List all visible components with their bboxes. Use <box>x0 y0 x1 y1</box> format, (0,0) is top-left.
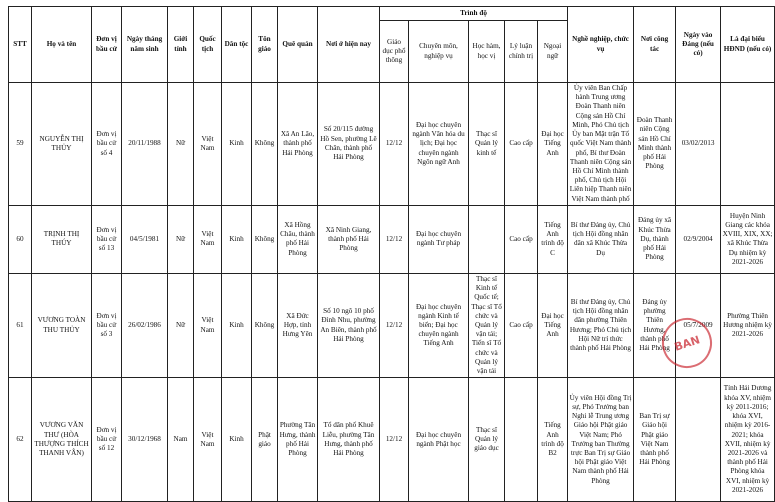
cell-dob: 20/11/1988 <box>122 83 168 206</box>
cell-gender: Nữ <box>168 205 194 273</box>
header-workplace: Nơi công tác <box>634 7 676 83</box>
cell-language: Đại học Tiếng Anh <box>538 83 568 206</box>
cell-politics: Cao cấp <box>505 83 538 206</box>
cell-hometown: Xã Đức Hợp, tỉnh Hưng Yên <box>278 273 318 377</box>
cell-hometown: Xã An Lão, thành phố Hải Phòng <box>278 83 318 206</box>
cell-name: NGUYỄN THỊ THỦY <box>32 83 92 206</box>
cell-job: Ủy viên Hội đồng Trị sự, Phó Trưởng ban Nghi lễ Trung ương Giáo hội Phật giáo Việt Nam; Phó Trưởng ban Thường trực Ban Trị sự Giáo hội Phật giáo Việt Nam thành phố Hải Phòng <box>568 378 634 502</box>
cell-unit: Đơn vị bầu cử số 4 <box>92 83 122 206</box>
header-hometown: Quê quán <box>278 7 318 83</box>
cell-religion: Không <box>252 83 278 206</box>
cell-residence: Số 10 ngõ 10 phố Đình Nhu, phường An Biên, thành phố Hải Phòng <box>318 273 380 377</box>
cell-workplace: Đảng ủy phường Thiên Hương, thành phố Hải Phòng <box>634 273 676 377</box>
cell-politics <box>505 378 538 502</box>
header-residence: Nơi ở hiện nay <box>318 7 380 83</box>
header-language: Ngoại ngữ <box>538 21 568 83</box>
header-nationality: Quốc tịch <box>194 7 222 83</box>
cell-stt: 61 <box>9 273 32 377</box>
header-specialty: Chuyên môn, nghiệp vụ <box>409 21 469 83</box>
cell-dob: 30/12/1968 <box>122 378 168 502</box>
header-level-group: Trình độ <box>380 7 568 21</box>
cell-general-edu: 12/12 <box>380 83 409 206</box>
header-religion: Tôn giáo <box>252 7 278 83</box>
cell-degree <box>469 205 505 273</box>
cell-stt: 59 <box>9 83 32 206</box>
cell-politics: Cao cấp <box>505 273 538 377</box>
cell-stt: 62 <box>9 378 32 502</box>
cell-gender: Nữ <box>168 273 194 377</box>
cell-ethnicity: Kinh <box>222 205 252 273</box>
cell-residence: Xã Ninh Giang, thành phố Hải Phòng <box>318 205 380 273</box>
cell-degree: Thạc sĩ Quản lý kinh tế <box>469 83 505 206</box>
cell-general-edu: 12/12 <box>380 273 409 377</box>
header-politics: Lý luận chính trị <box>505 21 538 83</box>
cell-dob: 04/5/1981 <box>122 205 168 273</box>
header-unit: Đơn vị bầu cử <box>92 7 122 83</box>
cell-job: Ủy viên Ban Chấp hành Trung ương Đoàn Thanh niên Cộng sản Hồ Chí Minh, Phó Chủ tịch Ủy ban Mặt trận Tổ quốc Việt Nam thành phố, Bí thư Đoàn Thanh niên Cộng sản Hồ Chí Minh thành phố, Chủ tịch Hội Liên hiệp Thanh niên Việt Nam thành phố <box>568 83 634 206</box>
table-row <box>9 378 775 502</box>
table-row <box>9 83 775 206</box>
cell-general-edu: 12/12 <box>380 205 409 273</box>
header-gender: Giới tính <box>168 7 194 83</box>
cell-specialty: Đại học chuyên ngành Văn hóa du lịch; Đại học chuyên ngành Ngôn ngữ Anh <box>409 83 469 206</box>
cell-hometown: Xã Hồng Châu, thành phố Hải Phòng <box>278 205 318 273</box>
cell-general-edu: 12/12 <box>380 378 409 502</box>
cell-stt: 60 <box>9 205 32 273</box>
cell-workplace: Đoàn Thanh niên Cộng sản Hồ Chí Minh thành phố Hải Phòng <box>634 83 676 206</box>
cell-language: Tiếng Anh trình độ C <box>538 205 568 273</box>
cell-party-date <box>676 378 721 502</box>
candidate-list-page <box>8 6 773 494</box>
cell-job: Bí thư Đảng ủy, Chủ tịch Hội đồng nhân dân phường Thiên Hương; Phó Chủ tịch Hội Nữ trí thức thành phố Hải Phòng <box>568 273 634 377</box>
header-party-date: Ngày vào Đảng (nếu có) <box>676 7 721 83</box>
cell-workplace: Ban Trị sự Giáo hội Phật giáo Việt Nam thành phố Hải Phòng <box>634 378 676 502</box>
table-row <box>9 273 775 377</box>
cell-nationality: Việt Nam <box>194 83 222 206</box>
cell-delegate: Phường Thiên Hương nhiệm kỳ 2021-2026 <box>721 273 775 377</box>
cell-hometown: Phường Tân Hưng, thành phố Hải Phòng <box>278 378 318 502</box>
cell-job: Bí thư Đảng ủy, Chủ tịch Hội đồng nhân dân xã Khúc Thừa Dụ <box>568 205 634 273</box>
cell-name: VƯƠNG VĂN THƯ (HÒA THƯỢNG THÍCH THANH VÂN) <box>32 378 92 502</box>
cell-language: Đại học Tiếng Anh <box>538 273 568 377</box>
cell-language: Tiếng Anh trình độ B2 <box>538 378 568 502</box>
cell-ethnicity: Kinh <box>222 273 252 377</box>
header-degree: Học hàm, học vị <box>469 21 505 83</box>
cell-specialty: Đại học chuyên ngành Tư pháp <box>409 205 469 273</box>
candidate-table <box>8 6 775 502</box>
cell-delegate: Huyện Ninh Giang các khóa XVIII, XIX, XX; xã Khúc Thừa Dụ nhiệm kỳ 2021-2026 <box>721 205 775 273</box>
cell-religion: Không <box>252 205 278 273</box>
header-ethnicity: Dân tộc <box>222 7 252 83</box>
cell-gender: Nữ <box>168 83 194 206</box>
header-delegate: Là đại biểu HĐND (nếu có) <box>721 7 775 83</box>
cell-politics: Cao cấp <box>505 205 538 273</box>
cell-nationality: Việt Nam <box>194 378 222 502</box>
cell-unit: Đơn vị bầu cử số 13 <box>92 205 122 273</box>
header-dob: Ngày tháng năm sinh <box>122 7 168 83</box>
cell-unit: Đơn vị bầu cử số 12 <box>92 378 122 502</box>
cell-residence: Số 20/115 đường Hồ Sen, phường Lê Chân, thành phố Hải Phòng <box>318 83 380 206</box>
cell-unit: Đơn vị bầu cử số 3 <box>92 273 122 377</box>
cell-specialty: Đại học chuyên ngành Phật học <box>409 378 469 502</box>
cell-residence: Tổ dân phố Khuê Liễu, phường Tân Hưng, thành phố Hải Phòng <box>318 378 380 502</box>
cell-nationality: Việt Nam <box>194 273 222 377</box>
cell-nationality: Việt Nam <box>194 205 222 273</box>
cell-delegate: Tỉnh Hải Dương khóa XV, nhiệm kỳ 2011-2016; khóa XVI, nhiệm kỳ 2016-2021; khóa XVII, nhiệm kỳ 2021-2026 và thành phố Hải Phòng khóa XVI, nhiệm kỳ 2021-2026 <box>721 378 775 502</box>
cell-religion: Phật giáo <box>252 378 278 502</box>
cell-religion: Không <box>252 273 278 377</box>
header-job: Nghề nghiệp, chức vụ <box>568 7 634 83</box>
cell-party-date: 05/7/2009 <box>676 273 721 377</box>
cell-name: TRỊNH THỊ THÚY <box>32 205 92 273</box>
header-general-edu: Giáo dục phổ thông <box>380 21 409 83</box>
red-stamp-seal: BAN <box>655 311 718 374</box>
cell-ethnicity: Kinh <box>222 378 252 502</box>
cell-dob: 26/02/1986 <box>122 273 168 377</box>
cell-party-date: 02/9/2004 <box>676 205 721 273</box>
cell-delegate <box>721 83 775 206</box>
cell-degree: Thạc sĩ Kinh tế Quốc tế; Thạc sĩ Tổ chức và Quản lý vận tải; Tiến sĩ Tổ chức và Quản lý vận tải <box>469 273 505 377</box>
cell-name: VƯƠNG TOÀN THU THỦY <box>32 273 92 377</box>
header-name: Họ và tên <box>32 7 92 83</box>
cell-workplace: Đảng ủy xã Khúc Thừa Dụ, thành phố Hải Phòng <box>634 205 676 273</box>
table-row <box>9 205 775 273</box>
cell-ethnicity: Kinh <box>222 83 252 206</box>
cell-specialty: Đại học chuyên ngành Kinh tế biển; Đại học chuyên ngành Tiếng Anh <box>409 273 469 377</box>
cell-gender: Nam <box>168 378 194 502</box>
header-stt: STT <box>9 7 32 83</box>
cell-degree: Thạc sĩ Quản lý giáo dục <box>469 378 505 502</box>
cell-party-date: 03/02/2013 <box>676 83 721 206</box>
